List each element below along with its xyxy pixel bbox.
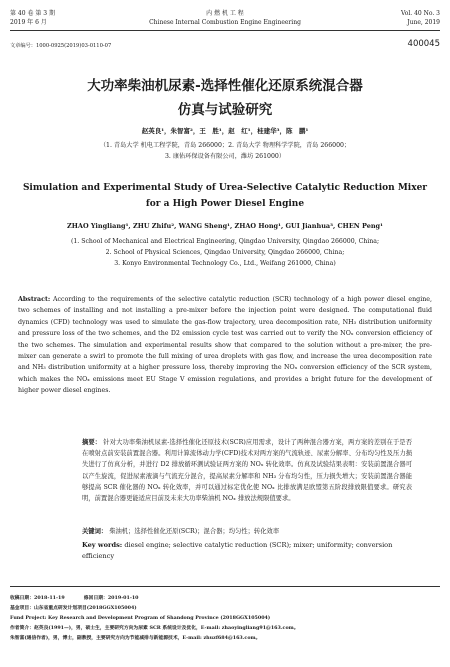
header-volume-en: Vol. 40 No. 3 June, 2019 bbox=[400, 10, 440, 26]
keywords-en-label: Key words: bbox=[82, 541, 123, 549]
abstract-cn-body: 针对大功率柴油机尿素-选择性催化还原技术(SCR)应用需求，设计了两种混合器方案，两方案的差别在于是否在喷射点前安装前置混合器。利用计算流体动力学(CFD)技术对两方案的气流轨迹、尿素分解率、分布均匀性及压力损失进行了仿真分析，并进行 D2 排放循环测试验证两方案的 NOₓ 转化效率。仿真及试验结果表明：安装前置混合器可以产生旋流，促进尿素液滴与气流充分混合，提高尿素分解率和 NH₃ 分布均匀性，压力损失增大；安装前置混合器能够提高 SCR 催化器的 NOₓ 转化效率，并可以通过标定优化使 NOₓ 比排放满足欧盟第五阶段排放限值要求。研究表明，前置混合器更能适应目前及未来大功率柴油机 NOₓ 排放法规限值要求。 bbox=[82, 439, 412, 503]
affiliations-en: (1. School of Mechanical and Electrical Engineering, Qingdao University, Qingdao 266000, China; 2. School of Physical Sciences, Qingdao University, Qingdao 266000, China; 3. Konyo Environmental Technology Co., Ltd., Weifang 261000, China) bbox=[70, 238, 380, 267]
title-en: Simulation and Experimental Study of Urea-Selective Catalytic Reduction Mixer for a High Power Diesel Engine bbox=[22, 183, 428, 209]
keywords-en bbox=[82, 540, 412, 562]
abstract-en bbox=[18, 294, 432, 397]
keywords-cn-label: 关键词： bbox=[82, 528, 108, 535]
affiliations-cn: （1. 青岛大学 机电工程学院，青岛 266000；2. 青岛大学 物理科学学院，青岛 266000； 3. 康佑环保设备有限公司，潍坊 261000） bbox=[99, 142, 351, 160]
footnote-dates: 收稿日期：2018-11-19 修回日期：2019-01-10 bbox=[10, 595, 139, 601]
authors-en: ZHAO Yingliang¹, ZHU Zhifu², WANG Sheng¹, ZHAO Hong¹, GUI Jianhua³, CHEN Peng¹ bbox=[67, 222, 383, 230]
keywords-cn-body: 柴油机；选择性催化还原(SCR)；混合器；均匀性；转化效率 bbox=[109, 528, 280, 535]
article-number: 文章编号：1000-0925(2019)03-0110-07 bbox=[10, 43, 112, 49]
title-cn: 大功率柴油机尿素-选择性催化还原系统混合器 仿真与试验研究 bbox=[87, 78, 363, 118]
authors-cn: 赵英良¹，朱智富²，王 胜¹，赵 红¹，桂建华³，陈 鹏¹ bbox=[141, 127, 309, 135]
footnote-author-2: 朱智富(通信作者)，男，博士，副教授，主要研究方向为节能减排与新能源技术，E-mail: zhuzf684@163.com。 bbox=[10, 635, 261, 641]
footnote-fund-en: Fund Project: Key Research and Development Program of Shandong Province (2018GGX105004) bbox=[10, 615, 271, 621]
abstract-en-body: According to the requirements of the selective catalytic reduction (SCR) technology of a high power diesel engine, two schemes of installing and not installing a pre-mixer before the injection point were designed. The computational fluid dynamics (CFD) technology was used to simulate the gas-flow trajectory, urea decomposition rate, NH₃ distribution uniformity and pressure loss of the two schemes, and the D2 emission cycle test was carried out to verify the NOₓ conversion efficiency of the two schemes. The simulation and experimental results show that compared to the solution without a pre-mixer, the pre-mixer can generate a swirl to promote the full mixing of urea droplets with gas flow, and increase the urea decomposition rate and NH₃ distribution uniformity at a higher pressure loss, thereby improving the NOₓ conversion efficiency of the SCR system, which makes the NOₓ emissions meet EU Stage V emission regulations, and provides a bright future for the development of higher power diesel engines. bbox=[18, 296, 432, 395]
keywords-en-body: diesel engine; selective catalytic reduction (SCR); mixer; uniformity; conversion efficiency bbox=[82, 541, 393, 560]
keywords-cn bbox=[82, 526, 412, 535]
abstract-en-label: Abstract: bbox=[18, 296, 51, 303]
footnote-fund-cn: 基金项目：山东省重点研发计划项目(2018GGX105004) bbox=[10, 605, 137, 611]
article-meta bbox=[10, 39, 440, 52]
abstract-cn-label: 摘要： bbox=[82, 439, 102, 446]
footnotes bbox=[10, 586, 440, 643]
footnote-author-1: 作者简介：赵英良(1991—)，男，硕士生，主要研究方向为尿素 SCR 系统设计及优化，E-mail: zhaoyingliang91@163.com。 bbox=[10, 625, 299, 631]
header-volume: 第 40 卷 第 3 期 2019 年 6 月 bbox=[10, 10, 55, 26]
running-header bbox=[10, 8, 440, 31]
abstract-cn bbox=[82, 437, 412, 504]
header-journal: 内 燃 机 工 程 Chinese Internal Combustion Engine Engineering bbox=[149, 10, 301, 26]
paper-id: 400045 bbox=[407, 39, 440, 49]
